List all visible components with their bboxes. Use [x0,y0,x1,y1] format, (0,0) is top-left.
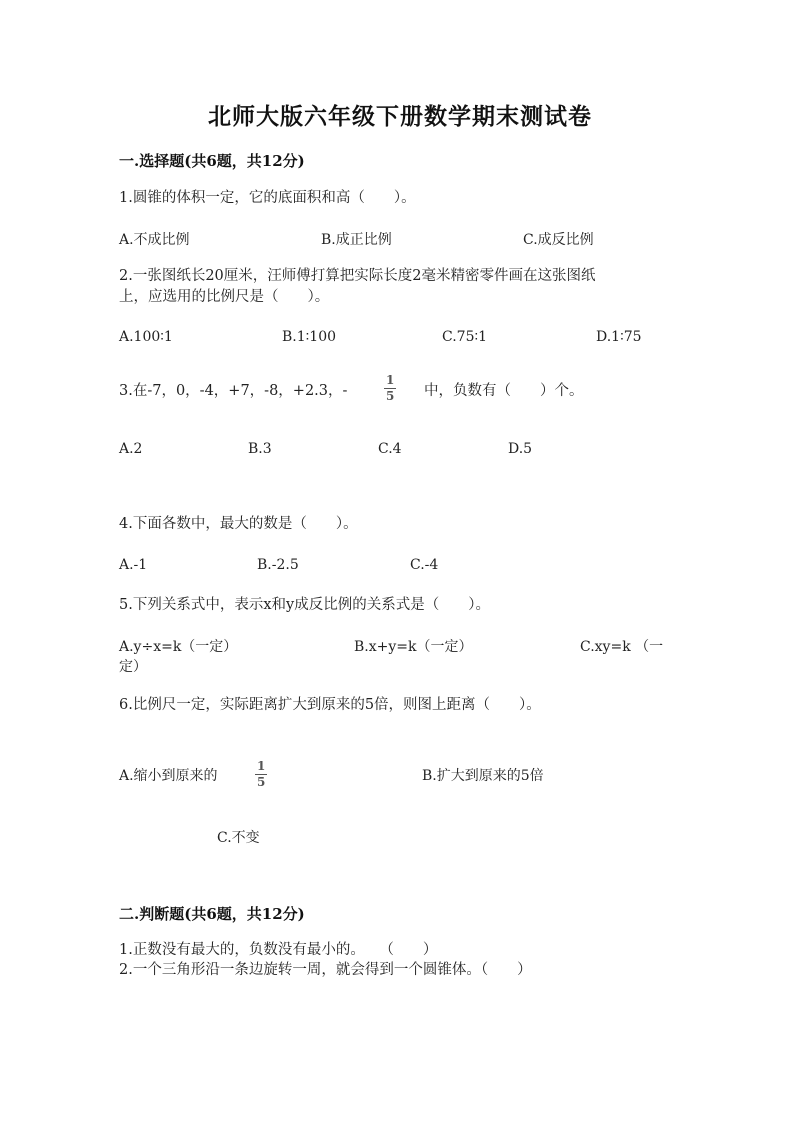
fraction-numerator: 1 [386,373,395,387]
question-6-option-c: C.不变 [217,830,260,846]
question-2-option-c: C.75∶1 [442,329,488,345]
question-5-option-c-wrap: 定） [119,659,147,675]
question-4-stem: 4.下面各数中，最大的数是（ ）。 [119,516,358,532]
question-2-option-a: A.100∶1 [119,329,173,345]
section-heading-choice: 一.选择题(共6题，共12分) [119,152,305,170]
question-3-option-c: C.4 [378,441,402,457]
question-1-option-b: B.成正比例 [321,232,392,248]
question-2-stem-line1: 2.一张图纸长20厘米，汪师傅打算把实际长度2毫米精密零件画在这张图纸 [119,268,596,284]
question-2-stem-line2: 上，应选用的比例尺是（ ）。 [119,289,330,305]
fraction-denominator: 5 [257,775,266,789]
question-4-option-c: C.-4 [410,557,439,573]
question-6-option-a-fraction [255,760,267,789]
question-6-option-b: B.扩大到原来的5倍 [422,768,544,784]
question-3-stem-after: 中，负数有（ ）个。 [424,383,584,399]
question-1-stem: 1.圆锥的体积一定，它的底面积和高（ ）。 [119,190,416,206]
judgement-item-2: 2.一个三角形沿一条边旋转一周，就会得到一个圆锥体。（ ） [119,962,532,978]
section-heading-judgement: 二.判断题(共6题，共12分) [119,905,305,923]
question-3-option-b: B.3 [248,441,272,457]
question-4-option-b: B.-2.5 [257,557,299,573]
question-1-option-c: C.成反比例 [523,232,594,248]
question-4-option-a: A.-1 [119,557,148,573]
question-6-stem: 6.比例尺一定，实际距离扩大到原来的5倍，则图上距离（ ）。 [119,697,541,713]
question-3-option-a: A.2 [119,441,143,457]
question-5-option-b: B.x+y=k（一定） [354,639,473,655]
question-5-option-c: C.xy=k （一 [580,639,664,655]
fraction-denominator: 5 [386,389,395,403]
question-2-option-b: B.1∶100 [282,329,337,345]
question-3-stem-before: 3.在-7，0，-4，+7，-8，+2.3，- [119,383,348,399]
question-1-option-a: A.不成比例 [119,232,190,248]
page-title: 北师大版六年级下册数学期末测试卷 [208,103,592,130]
question-3-option-d: D.5 [508,441,533,457]
question-2-option-d: D.1∶75 [596,329,642,345]
question-5-option-a: A.y÷x=k（一定） [119,639,238,655]
question-5-stem: 5.下列关系式中，表示x和y成反比例的关系式是（ ）。 [119,597,490,613]
judgement-item-1: 1.正数没有最大的，负数没有最小的。 （ ） [119,942,438,958]
question-6-option-a: A.缩小到原来的 [119,768,218,784]
fraction-numerator: 1 [257,759,266,773]
question-3-fraction [384,374,396,403]
